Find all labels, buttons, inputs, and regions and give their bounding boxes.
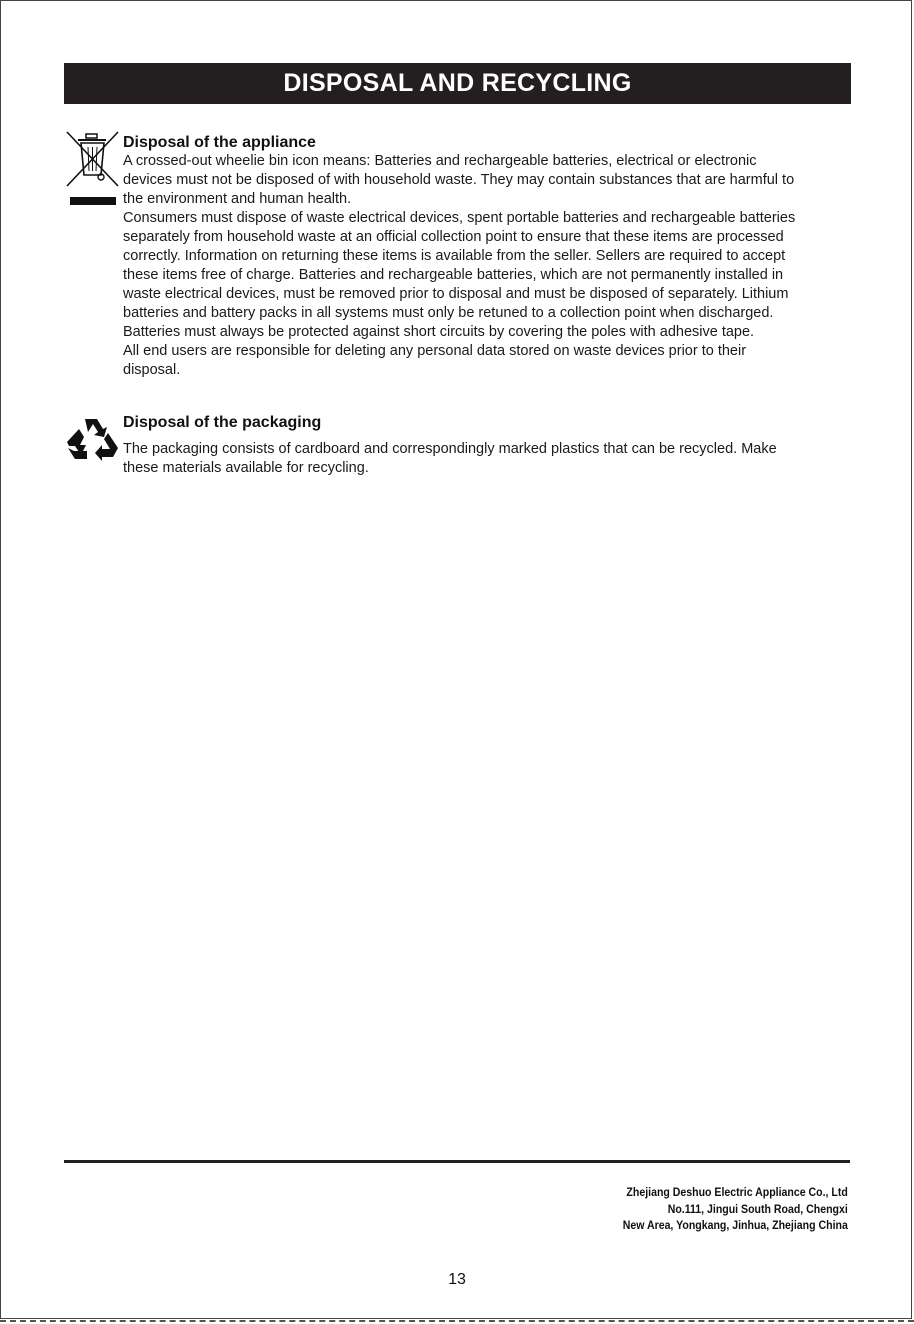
paragraph-line: these items free of charge. Batteries and rechargeable batteries, which are not permanently installed in [123,267,784,283]
address-line: Zhejiang Deshuo Electric Appliance Co., Ltd [626,1185,848,1199]
page-number: 13 [448,1271,466,1288]
paragraph-line: Batteries must always be protected against short circuits by covering the poles with adhesive tape. [123,324,755,340]
footer-divider [64,1160,850,1163]
paragraph-line: disposal. [123,362,181,378]
paragraph-line: A crossed-out wheelie bin icon means: Batteries and rechargeable batteries, electrical or electronic [123,153,757,169]
manufacturer-address [623,1184,848,1234]
paragraph-line: batteries and battery packs in all systems must only be retuned to a collection point when discharged. [123,305,774,321]
paragraph-line: The packaging consists of cardboard and correspondingly marked plastics that can be recycled. Make [123,441,777,457]
paragraph-line: Consumers must dispose of waste electrical devices, spent portable batteries and rechargeable batteries [123,210,796,226]
paragraph-line: devices must not be disposed of with household waste. They may contain substances that are harmful to [123,172,795,188]
paragraph-line: All end users are responsible for deleting any personal data stored on waste devices prior to their [123,343,747,359]
section-body [123,133,858,380]
page-title: DISPOSAL AND RECYCLING [64,63,851,104]
page-edge [0,1320,914,1322]
section-body [123,413,858,478]
address-line: New Area, Yongkang, Jinhua, Zhejiang China [622,1218,848,1232]
recycling-icon [66,415,120,461]
section-heading: Disposal of the appliance [123,134,316,151]
paragraph-line: correctly. Information on returning these items is available from the seller. Sellers are required to accept [123,248,786,264]
paragraph-line: separately from household waste at an official collection point to ensure that these items are processed [123,229,784,245]
crossed-out-wheelie-bin-icon [64,131,122,211]
paragraph-line: the environment and human health. [123,191,352,207]
address-line: No.111, Jingui South Road, Chengxi [667,1201,848,1216]
paragraph-line: waste electrical devices, must be removed prior to disposal and must be disposed of separately. Lithium [123,286,789,302]
paragraph-line: these materials available for recycling. [123,460,369,476]
section-heading: Disposal of the packaging [123,414,322,431]
